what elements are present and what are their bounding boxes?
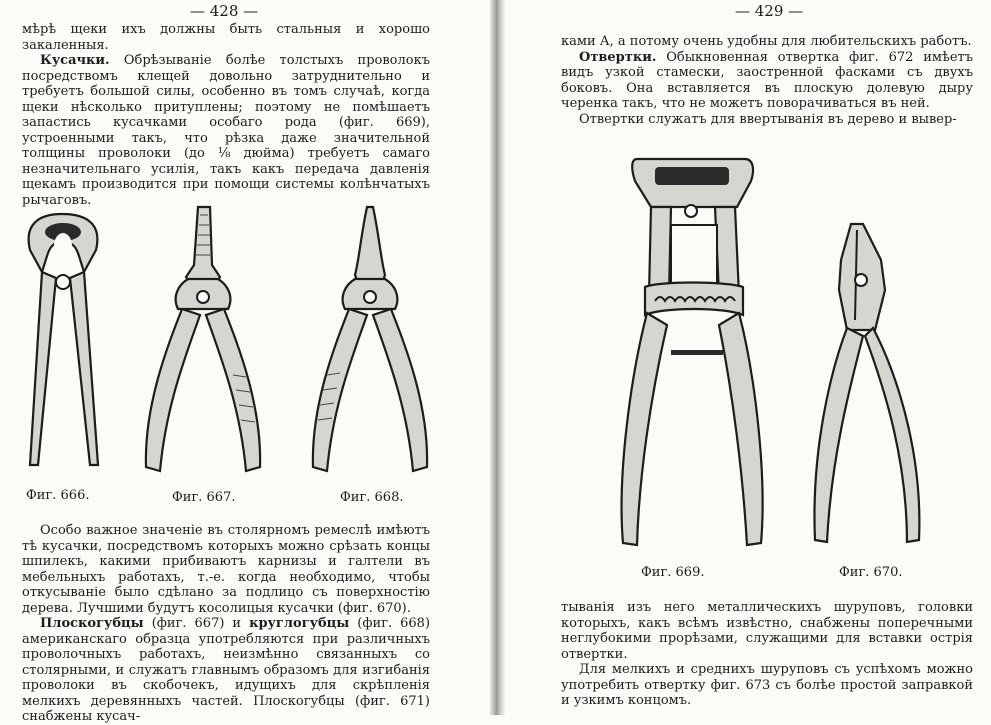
left-bottom-paragraph-2-text: (фиг. 668) американскаго образца употребляются при различныхъ проволочныхъ работахъ, неизмѣнно связанныхъ со столярными, и служатъ главнымъ образомъ для изгибанія проволоки въ скобочекъ, идущихъ для скрѣпленія мелкихъ деревянныхъ частей. Плоскогубцы (фиг. 671) снабжены кусач- [22, 616, 431, 724]
ploskogubtsy-ref: (фиг. 667) и [151, 616, 242, 631]
left-top-text: мѣрѣ щеки ихъ должны быть стальныя и хорошо закаленныя. [22, 22, 430, 53]
right-bottom-text-block [561, 600, 973, 709]
figure-669-compound-lever-cutters-illustration [615, 155, 775, 550]
right-bottom-paragraph-2: Для мелкихъ и среднихъ шуруповъ съ успѣхомъ можно употребить отвертку фиг. 673 съ болѣе простой заправкой и узкимъ концомъ. [561, 662, 973, 708]
kusachki-heading: Кусачки. [40, 53, 110, 68]
left-bottom-paragraph-2 [22, 616, 430, 725]
right-top-text-block [561, 34, 973, 127]
right-top-text: ками А, а потому очень удобны для любительскихъ работъ. [561, 34, 972, 49]
figure-667-flat-nose-pliers-illustration [138, 205, 268, 480]
figure-666-nippers-illustration [18, 210, 108, 470]
otvertki-heading: Отвертки. [579, 49, 657, 65]
figure-670-oblique-cutters-illustration [811, 220, 931, 550]
figure-668-caption: Фиг. 668. [340, 490, 404, 505]
figure-666-caption: Фиг. 666. [26, 488, 90, 503]
figure-668-round-nose-pliers-illustration [305, 205, 435, 480]
left-bottom-text-block [22, 523, 430, 725]
right-page [505, 0, 991, 715]
figure-669-caption: Фиг. 669. [641, 565, 705, 580]
otvertki-text: Обыкновенная отвертка фиг. 672 имѣетъ видъ узкой стамески, заостренной фасками съ двухъ боковъ. Она вставляется въ плоскую долевую дыру черенка такъ, что не можетъ поворачиваться въ ней. [561, 49, 974, 111]
otvertki-paragraph [561, 50, 973, 112]
kusachki-paragraph [22, 53, 430, 208]
kusachki-text: Обрѣзываніе болѣе толстыхъ проволокъ посредствомъ клещей довольно затруднительно и требуетъ большой силы, особенно въ томъ случаѣ, когда щеки нѣсколько притуплены; поэтому не помѣшаетъ запастись кусачками особаго рода (фиг. 669), устроенными такъ, что рѣзка даже значительной толщины проволоки (до ⅛ дюйма) требуетъ самаго незначительнаго усилія, такъ какъ передача давленія щекамъ производится при помощи системы колѣнчатыхъ рычаговъ. [22, 53, 430, 208]
left-page-number: — 428 — [190, 2, 259, 20]
book-spine [490, 0, 505, 715]
left-bottom-paragraph-1: Особо важное значеніе въ столярномъ ремеслѣ имѣютъ тѣ кусачки, посредствомъ которыхъ можно срѣзать концы шпилекъ, какими прибиваютъ карнизы и галтели въ мебельныхъ работахъ, т.-е. когда необходимо, чтобы откусываніе было сдѣлано за подлицо съ поверхностію дерева. Лучшими будутъ косолицыя кусачки (фиг. 670). [22, 523, 430, 616]
otvertki-paragraph-2: Отвертки служатъ для ввертыванія въ дерево и вывер- [579, 111, 957, 127]
kruglogubtsy-heading: круглогубцы [249, 616, 350, 631]
figure-667-caption: Фиг. 667. [172, 490, 236, 505]
figure-670-caption: Фиг. 670. [839, 565, 903, 580]
left-top-text-block [22, 22, 430, 208]
right-page-number: — 429 — [735, 2, 804, 20]
left-page [0, 0, 490, 724]
right-bottom-paragraph-1: тыванія изъ него металлическихъ шуруповъ, головки которыхъ, какъ всѣмъ извѣстно, снабжены поперечными неглубокими прорѣзами, служащими для вставки острія отвертки. [561, 600, 973, 662]
ploskogubtsy-heading: Плоскогубцы [40, 616, 144, 631]
